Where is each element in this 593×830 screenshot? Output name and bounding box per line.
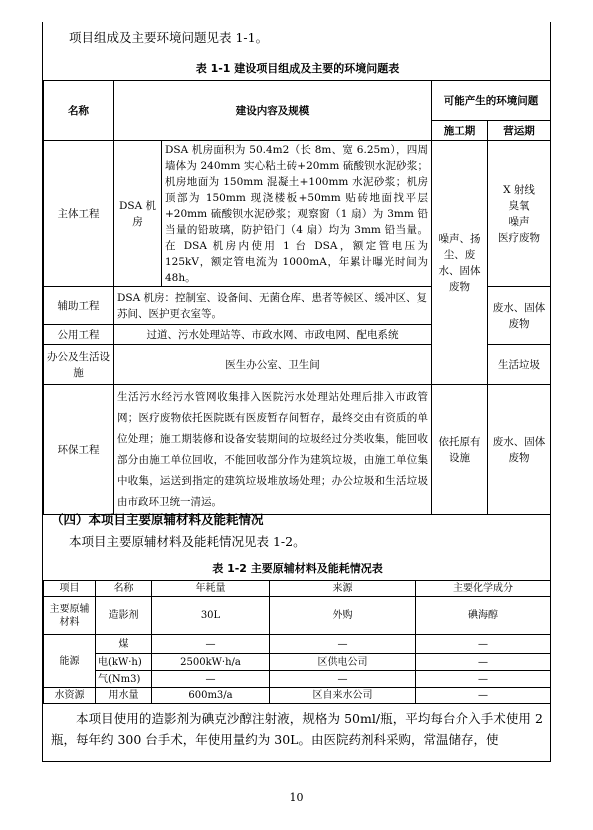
th-content: 建设内容及规模 <box>114 81 432 141</box>
gas-composition: — <box>416 671 551 688</box>
row-main-content: DSA 机房面积为 50.4m2（长 8m、宽 6.25m），四周墙体为 240mm 实心粘土砖+20mm 硫酸钡水泥砂浆；机房地面为 150mm 混凝土+100mm 水泥砂浆；机房顶部为 150mm 现浇楼板+50mm 贴砖地面找平层+20mm 硫酸钡水泥砂浆；观察窗（1 扇）为 3mm 铅当量的铅玻璃，防护铅门（4 扇）均为 3mm 铅当量。在 DSA 机房内使用 1 台 DSA，额定管电压为 125kV，额定管电流为 1000mA，年累计曝光时间为 48h。 <box>162 141 432 287</box>
th-annual: 年耗量 <box>152 581 270 597</box>
row-aux-operation: 废水、固体废物 <box>488 287 551 345</box>
row-main-operation <box>488 141 551 287</box>
gas-annual: — <box>152 671 270 688</box>
material-composition: 碘海醇 <box>416 597 551 635</box>
elec-annual: 2500kW·h/a <box>152 654 270 671</box>
closing-paragraph: 本项目使用的造影剂为碘克沙醇注射液，规格为 50ml/瓶，平均每台介入手术使用 2 瓶，每年约 300 台手术，年使用量约为 30L。由医院药剂科采购，常温储存，使 <box>51 711 543 747</box>
material-name: 造影剂 <box>96 597 152 635</box>
row-office-content: 医生办公室、卫生间 <box>114 345 432 385</box>
op-item: 臭氧 <box>508 199 530 212</box>
row-aux-label: 辅助工程 <box>44 287 114 325</box>
water-annual: 600m3/a <box>152 688 270 704</box>
row-main-label: 主体工程 <box>44 141 114 287</box>
th-item: 项目 <box>44 581 96 597</box>
row-utility-content: 过道、污水处理站等、市政水网、市政电网、配电系统 <box>114 325 432 345</box>
th-issues: 可能产生的环境问题 <box>432 81 551 121</box>
th-composition: 主要化学成分 <box>416 581 551 597</box>
row-env-label: 环保工程 <box>44 385 114 515</box>
material-category: 主要原辅材料 <box>44 597 96 635</box>
intro-paragraph: 项目组成及主要环境问题见表 1-1。 <box>69 30 269 45</box>
row-office-operation: 生活垃圾 <box>488 345 551 385</box>
project-composition-table <box>43 80 551 515</box>
water-category: 水资源 <box>44 688 96 704</box>
intro2-paragraph: 本项目主要原辅材料及能耗情况见表 1-2。 <box>69 534 306 549</box>
th-operation: 营运期 <box>488 121 551 141</box>
th-construction: 施工期 <box>432 121 488 141</box>
row-env-operation: 废水、固体废物 <box>488 385 551 515</box>
elec-source: 区供电公司 <box>270 654 416 671</box>
elec-name: 电(kW·h) <box>96 654 152 671</box>
coal-name: 煤 <box>96 635 152 654</box>
table2-caption: 表 1-2 主要原辅材料及能耗情况表 <box>212 562 383 575</box>
row-office-label: 办公及生活设施 <box>44 345 114 385</box>
gas-source: — <box>270 671 416 688</box>
document-frame <box>42 22 551 762</box>
th-source: 来源 <box>270 581 416 597</box>
op-item: 医疗废物 <box>498 231 540 244</box>
gas-name: 气(Nm3) <box>96 671 152 688</box>
row-env-content: 生活污水经污水管网收集排入医院污水处理站处理后排入市政管网；医疗废物依托医院既有医废暂存间暂存，最终交由有资质的单位处理；施工期装修和设备安装期间的垃圾经过分类收集，能回收部分由施工单位回收，不能回收部分作为建筑垃圾，由施工单位集中收集，运送到指定的建筑垃圾堆放场处理；办公垃圾和生活垃圾由市政环卫统一清运。 <box>114 385 432 515</box>
th-name: 名称 <box>96 581 152 597</box>
materials-table <box>43 580 551 704</box>
water-composition: — <box>416 688 551 704</box>
energy-category: 能源 <box>44 635 96 688</box>
coal-source: — <box>270 635 416 654</box>
material-source: 外购 <box>270 597 416 635</box>
elec-composition: — <box>416 654 551 671</box>
op-item: 噪声 <box>508 215 530 228</box>
row-main-sub: DSA 机房 <box>114 141 162 287</box>
table1-caption: 表 1-1 建设项目组成及主要的环境问题表 <box>195 62 400 75</box>
coal-annual: — <box>152 635 270 654</box>
op-item: X 射线 <box>503 183 535 196</box>
section-heading: （四）本项目主要原辅材料及能耗情况 <box>51 512 264 527</box>
material-annual: 30L <box>152 597 270 635</box>
construction-issues-shared: 噪声、扬尘、废水、固体废物 <box>432 141 488 385</box>
row-utility-label: 公用工程 <box>44 325 114 345</box>
water-source: 区自来水公司 <box>270 688 416 704</box>
row-env-construction: 依托原有设施 <box>432 385 488 515</box>
coal-composition: — <box>416 635 551 654</box>
water-name: 用水量 <box>96 688 152 704</box>
th-name: 名称 <box>44 81 114 141</box>
page-number: 10 <box>289 791 304 804</box>
row-aux-content: DSA 机房：控制室、设备间、无菌仓库、患者等候区、缓冲区、复苏间、医护更衣室等。 <box>114 287 432 325</box>
